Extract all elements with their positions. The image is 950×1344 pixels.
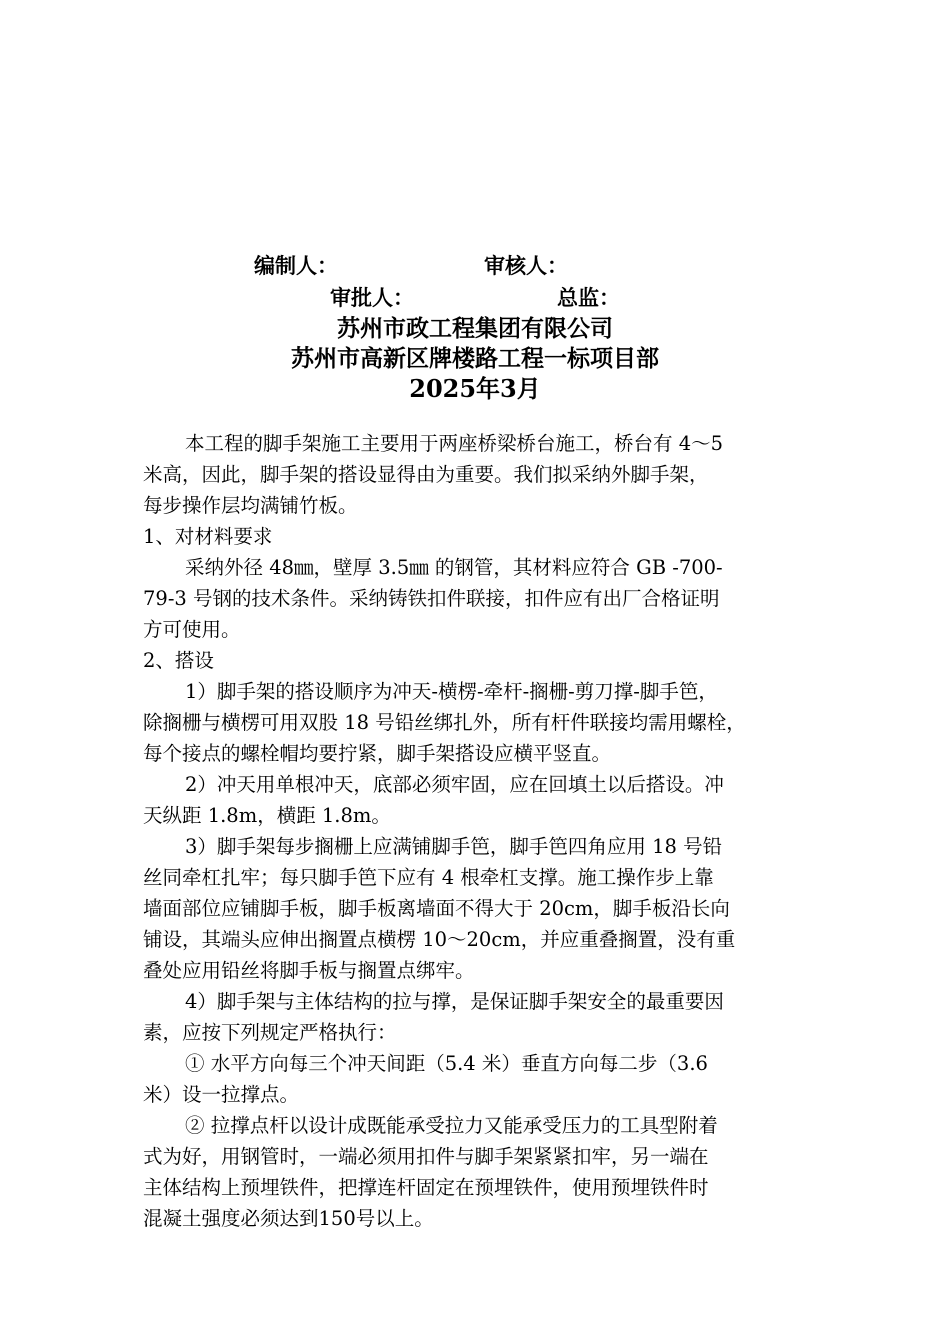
paragraph-line: 混凝土强度必须达到150号以上。 bbox=[143, 1207, 434, 1230]
paragraph-line: 式为好，用钢管时，一端必须用扣件与脚手架紧紧扣牢，另一端在 bbox=[143, 1145, 709, 1168]
section-heading: 2、搭设 bbox=[143, 649, 214, 672]
reviewer-label: 审核人： bbox=[484, 253, 568, 278]
chief-supervisor-label: 总监： bbox=[557, 285, 620, 310]
paragraph-line: 主体结构上预埋铁件，把撑连杆固定在预埋铁件，使用预埋铁件时 bbox=[143, 1176, 709, 1199]
section-heading: 1、对材料要求 bbox=[143, 525, 273, 548]
approver-label: 审批人： bbox=[330, 285, 414, 310]
paragraph-line: 1）脚手架的搭设顺序为冲天-横楞-牵杆-搁栅-剪刀撑-脚手笆， bbox=[185, 680, 718, 703]
paragraph-line: ① 水平方向每三个冲天间距（5.4 米）垂直方向每二步（3.6 bbox=[185, 1052, 708, 1075]
paragraph-line: 叠处应用铅丝将脚手板与搁置点绑牢。 bbox=[143, 959, 475, 982]
paragraph-line: 天纵距 1.8m，横距 1.8m。 bbox=[143, 804, 391, 827]
paragraph-line: 采纳外径 48㎜，壁厚 3.5㎜ 的钢管，其材料应符合 GB -700- bbox=[185, 556, 723, 579]
paragraph-line: 米高，因此，脚手架的搭设显得由为重要。我们拟采纳外脚手架， bbox=[143, 463, 709, 486]
signature-row-2 bbox=[0, 282, 950, 312]
paragraph-line: 2）冲天用单根冲天，底部必须牢固，应在回填土以后搭设。冲 bbox=[185, 773, 724, 796]
paragraph-line: 4）脚手架与主体结构的拉与撑，是保证脚手架安全的最重要因 bbox=[185, 990, 724, 1013]
paragraph-line: ② 拉撑点杆以设计成既能承受拉力又能承受压力的工具型附着 bbox=[185, 1114, 718, 1137]
paragraph-line: 素，应按下列规定严格执行： bbox=[143, 1021, 397, 1044]
company-name: 苏州市政工程集团有限公司 bbox=[337, 315, 613, 342]
signature-row-1 bbox=[0, 250, 950, 280]
paragraph-line: 79-3 号钢的技术条件。采纳铸铁扣件联接，扣件应有出厂合格证明 bbox=[143, 587, 720, 610]
paragraph-line: 每步操作层均满铺竹板。 bbox=[143, 494, 358, 517]
paragraph-line: 每个接点的螺栓帽均要拧紧，脚手架搭设应横平竖直。 bbox=[143, 742, 612, 765]
project-department: 苏州市高新区牌楼路工程一标项目部 bbox=[291, 345, 659, 372]
paragraph-line: 方可使用。 bbox=[143, 618, 241, 641]
document-date: 2025年3月 bbox=[409, 374, 541, 403]
compiler-label: 编制人： bbox=[254, 253, 338, 278]
document-body bbox=[143, 428, 823, 1234]
paragraph-line: 3）脚手架每步搁栅上应满铺脚手笆，脚手笆四角应用 18 号铅 bbox=[185, 835, 723, 858]
paragraph-line: 米）设一拉撑点。 bbox=[143, 1083, 300, 1106]
paragraph-line: 墙面部位应铺脚手板，脚手板离墙面不得大于 20cm，脚手板沿长向 bbox=[143, 897, 730, 920]
paragraph-line: 铺设，其端头应伸出搁置点横楞 10～20cm，并应重叠搁置，没有重 bbox=[143, 928, 736, 951]
paragraph-line: 本工程的脚手架施工主要用于两座桥梁桥台施工，桥台有 4～5 bbox=[185, 432, 724, 455]
paragraph-line: 除搁栅与横楞可用双股 18 号铅丝绑扎外，所有杆件联接均需用螺栓， bbox=[143, 711, 746, 734]
paragraph-line: 丝同牵杠扎牢；每只脚手笆下应有 4 根牵杠支撑。施工操作步上靠 bbox=[143, 866, 714, 889]
